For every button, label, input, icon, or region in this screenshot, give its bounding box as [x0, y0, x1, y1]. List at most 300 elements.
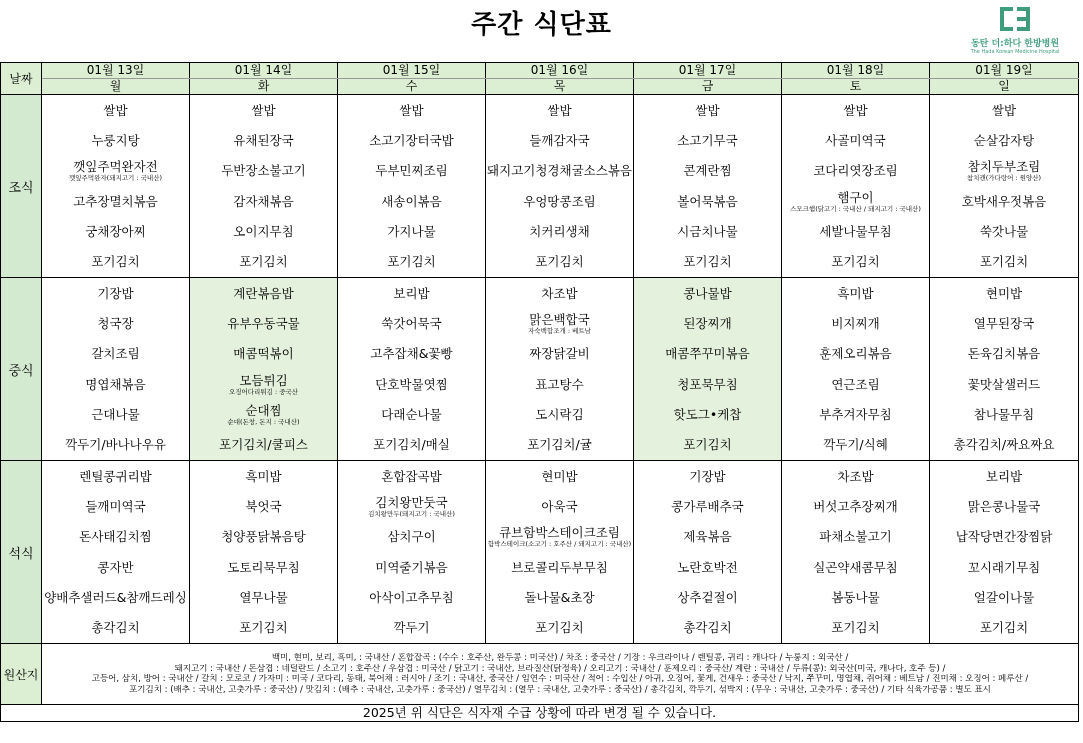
menu-item	[782, 461, 929, 491]
menu-item-name: 포기김치/쿨피스	[219, 437, 308, 453]
menu-item-name: 콘계란찜	[683, 163, 732, 179]
weekly-menu-table	[0, 62, 1079, 722]
menu-item-name: 실곤약새콤무침	[813, 559, 898, 575]
menu-item	[634, 186, 781, 216]
menu-item	[338, 582, 485, 612]
hospital-name: 동탄 더:하다 한방병원	[970, 39, 1060, 49]
menu-item	[634, 95, 781, 125]
menu-item	[782, 339, 929, 369]
menu-item-name: 참치두부조림	[967, 159, 1041, 175]
menu-item-name: 파채소불고기	[819, 529, 892, 545]
menu-item	[42, 461, 189, 491]
menu-item	[486, 186, 633, 216]
dinner-menu-cell	[782, 461, 930, 644]
menu-item-name: 부추겨자무침	[819, 406, 892, 422]
menu-item	[930, 429, 1078, 459]
menu-item-name: 핫도그•케찹	[673, 406, 742, 422]
menu-item	[930, 125, 1078, 155]
menu-item	[634, 156, 781, 186]
menu-item-name: 호박새우젓볶음	[961, 193, 1047, 209]
menu-item	[930, 522, 1078, 552]
menu-item-name: 소고기무국	[677, 132, 738, 148]
menu-item	[782, 582, 929, 612]
origin-line: 백미, 현미, 보리, 흑미, : 국내산 / 혼합잡곡 : (수수 : 호주산, 완두콩 : 미국산) / 차조 : 중국산 / 기장 : 우크라이나 / 렌틸콩, 귀리 : 캐나다 / 누룽지 : 외국산 /	[271, 653, 849, 663]
menu-item	[190, 339, 337, 369]
menu-item-name: 납작당면간장찜닭	[955, 529, 1053, 545]
menu-item-name: 다래순나물	[381, 406, 442, 422]
menu-item-name: 아욱국	[541, 498, 578, 514]
menu-item-name: 사골미역국	[825, 132, 886, 148]
lunch-menu-cell	[190, 278, 338, 461]
menu-item-name: 단호박물엿찜	[375, 376, 448, 392]
menu-item	[930, 95, 1078, 125]
menu-item-name: 도토리묵무침	[227, 559, 300, 575]
menu-item	[782, 491, 929, 521]
menu-item-name: 매콤떡볶이	[233, 346, 294, 362]
menu-item-name: 흑미밥	[245, 468, 282, 484]
menu-item	[634, 461, 781, 491]
day-of-week: 화	[190, 79, 338, 95]
origin-label: 원산지	[1, 644, 42, 705]
menu-item-name: 포기김치	[239, 254, 288, 270]
dinner-menu-cell	[338, 461, 486, 644]
menu-item	[190, 186, 337, 216]
lunch-menu-cell	[338, 278, 486, 461]
menu-item-name: 노란호박전	[677, 559, 738, 575]
menu-item-name: 콩나물밥	[683, 285, 732, 301]
lunch-menu-cell	[634, 278, 782, 461]
hospital-logo	[956, 6, 1074, 60]
menu-item	[190, 278, 337, 308]
menu-item	[486, 552, 633, 582]
menu-item-name: 브로콜리두부무침	[511, 559, 608, 575]
menu-item-name: 고추잡채&꽃빵	[370, 346, 453, 362]
menu-item-name: 삼치구이	[387, 529, 436, 545]
menu-item	[486, 246, 633, 276]
menu-item	[338, 399, 485, 429]
menu-item-name: 비지찌개	[831, 315, 880, 331]
menu-item-name: 시금치나물	[677, 223, 738, 239]
menu-item-name: 꽃맛살샐러드	[967, 376, 1041, 392]
menu-item-name: 유채된장국	[233, 132, 294, 148]
menu-item-name: 차조밥	[541, 285, 578, 301]
menu-item-origin-note: 참치캔(가다랑어 : 원양산)	[966, 174, 1042, 183]
menu-item	[190, 461, 337, 491]
menu-item-name: 청국장	[97, 315, 134, 331]
menu-item	[190, 552, 337, 582]
menu-item	[338, 369, 485, 399]
menu-item-name: 유부우동국물	[227, 315, 300, 331]
menu-item-name: 궁채장아찌	[85, 223, 146, 239]
menu-item-name: 콩자반	[97, 559, 134, 575]
menu-item-name: 햄구이	[837, 189, 874, 205]
menu-item	[782, 186, 929, 216]
menu-item	[338, 125, 485, 155]
menu-item	[486, 429, 633, 459]
menu-item-name: 누룽지탕	[91, 132, 140, 148]
menu-item	[338, 461, 485, 491]
footer-notice: 2025년 위 식단은 식자재 수급 상황에 따라 변경 될 수 있습니다.	[1, 705, 1079, 722]
menu-item-name: 치커리생채	[529, 223, 590, 239]
menu-item	[42, 95, 189, 125]
menu-item-name: 보리밥	[985, 468, 1023, 484]
menu-item	[42, 246, 189, 276]
menu-item-name: 두반장소불고기	[221, 163, 306, 179]
day-date: 01월 13일	[42, 63, 190, 79]
breakfast-label: 조식	[1, 95, 42, 278]
menu-item	[782, 278, 929, 308]
menu-item-name: 버섯고추장찌개	[813, 498, 898, 514]
menu-item	[42, 369, 189, 399]
menu-item-name: 모듬튀김	[239, 372, 288, 388]
menu-item-name: 꼬시래기무침	[967, 559, 1041, 575]
menu-item	[486, 156, 633, 186]
menu-item	[634, 278, 781, 308]
menu-item	[190, 125, 337, 155]
menu-item-origin-note: 자숙백합조개 : 베트남	[528, 326, 591, 335]
menu-item	[634, 582, 781, 612]
menu-item-name: 쑥갓나물	[979, 223, 1029, 239]
menu-item-name: 쌀밥	[103, 102, 128, 118]
menu-item-name: 소고기장터국밥	[369, 132, 454, 148]
menu-item	[486, 278, 633, 308]
menu-item-name: 총각김치	[91, 620, 140, 636]
menu-item-name: 쌀밥	[695, 102, 720, 118]
menu-item	[486, 308, 633, 338]
menu-item-name: 포기김치	[831, 254, 880, 270]
menu-item-name: 청포묵무침	[677, 376, 738, 392]
menu-item	[634, 429, 781, 459]
menu-item	[930, 612, 1078, 642]
menu-item-name: 가지나물	[387, 223, 436, 239]
menu-item	[190, 246, 337, 276]
menu-item-name: 순살감자탕	[973, 132, 1035, 148]
menu-item	[190, 216, 337, 246]
menu-item	[930, 399, 1078, 429]
menu-item-name: 김치왕만둣국	[375, 494, 448, 510]
menu-item	[338, 216, 485, 246]
menu-item	[338, 552, 485, 582]
menu-item	[634, 612, 781, 642]
menu-item-name: 포기김치	[535, 254, 584, 270]
menu-item	[190, 522, 337, 552]
menu-item	[338, 95, 485, 125]
menu-item	[782, 522, 929, 552]
menu-item	[486, 125, 633, 155]
menu-item-name: 렌틸콩귀리밥	[79, 468, 152, 484]
menu-item-name: 계란볶음밥	[233, 285, 294, 301]
breakfast-menu-cell	[930, 95, 1079, 278]
menu-item-name: 총각김치/짜요짜요	[953, 437, 1055, 453]
menu-item	[930, 369, 1078, 399]
menu-item	[782, 156, 929, 186]
hospital-name-english: The Hada Korean Medicine Hospital	[970, 49, 1060, 55]
menu-item	[42, 429, 189, 459]
menu-item	[190, 612, 337, 642]
menu-item-name: 고추장멸치볶음	[73, 193, 158, 209]
menu-item-name: 기장밥	[97, 285, 134, 301]
menu-item-name: 포기김치/귤	[527, 437, 592, 453]
menu-item	[930, 278, 1078, 308]
menu-item	[338, 308, 485, 338]
menu-item-name: 열무나물	[239, 589, 288, 605]
menu-item-name: 돈육김치볶음	[967, 346, 1041, 362]
menu-item-name: 훈제오리볶음	[819, 346, 892, 362]
menu-item-name: 혼합잡곡밥	[381, 468, 442, 484]
menu-item-name: 오이지무침	[233, 223, 294, 239]
lunch-menu-cell	[930, 278, 1079, 461]
lunch-menu-cell	[782, 278, 930, 461]
menu-item-name: 큐브함박스테이크조림	[499, 525, 620, 541]
breakfast-menu-cell	[782, 95, 930, 278]
menu-item-name: 돈사태김치찜	[79, 529, 152, 545]
day-date: 01월 18일	[782, 63, 930, 79]
day-of-week: 월	[42, 79, 190, 95]
menu-item	[634, 399, 781, 429]
menu-item-name: 총각김치	[683, 620, 732, 636]
menu-item	[190, 399, 337, 429]
menu-item	[930, 246, 1078, 276]
menu-item	[338, 612, 485, 642]
menu-item-name: 현미밥	[541, 468, 578, 484]
menu-item-name: 연근조림	[831, 376, 880, 392]
lunch-menu-cell	[486, 278, 634, 461]
menu-item-name: 청양풍닭볶음탕	[221, 529, 306, 545]
breakfast-menu-cell	[338, 95, 486, 278]
menu-item-name: 포기김치	[387, 254, 436, 270]
menu-item-name: 포기김치	[91, 254, 140, 270]
menu-item-origin-note: 깻잎주먹완자(돼지고기 : 국내산)	[68, 174, 163, 183]
menu-item	[486, 612, 633, 642]
menu-item-name: 깍두기	[393, 620, 430, 636]
origin-line: 고등어, 삼치, 방어 : 국내산 / 갈치 : 모로코 / 가자미 : 미국 / 코다리, 동태, 북어채 : 러시아 / 조기 : 국내산, 중국산 / 임연수 : 미국산 / 적어 : 수입산 / 아귀, 오징어, 꽃게, 건새우 : 중국산 / 낙지, 쭈꾸미, 명엽채, 쥐어채 : 베트남 / 진미채 : 오징어 : 페루산 /	[91, 674, 1029, 684]
menu-item	[930, 216, 1078, 246]
menu-item-origin-note: 오징어다리튀김 : 중국산	[228, 387, 299, 396]
menu-item-name: 양배추샐러드&참깨드레싱	[44, 589, 187, 605]
menu-item-name: 쌀밥	[251, 102, 276, 118]
hospital-logo-icon	[998, 6, 1032, 32]
menu-item	[190, 429, 337, 459]
day-of-week: 금	[634, 79, 782, 95]
menu-item-name: 북엇국	[245, 498, 282, 514]
menu-item	[338, 156, 485, 186]
menu-item-name: 차조밥	[837, 468, 874, 484]
menu-item-name: 돼지고기청경채굴소스볶음	[487, 163, 632, 179]
menu-item	[42, 278, 189, 308]
menu-item	[338, 491, 485, 521]
menu-item	[190, 582, 337, 612]
menu-item-name: 감자채볶음	[233, 193, 294, 209]
menu-item	[42, 186, 189, 216]
menu-item	[486, 339, 633, 369]
menu-item-name: 아삭이고추무침	[369, 589, 454, 605]
menu-item	[42, 339, 189, 369]
dinner-menu-cell	[486, 461, 634, 644]
menu-item	[782, 552, 929, 582]
menu-item	[634, 522, 781, 552]
menu-item-name: 참나물무침	[973, 406, 1035, 422]
menu-item	[486, 399, 633, 429]
menu-item-name: 매콤쭈꾸미볶음	[665, 346, 750, 362]
menu-item-origin-note: 김치왕만두(돼지고기 : 국내산)	[368, 509, 455, 518]
menu-item-name: 보리밥	[393, 285, 430, 301]
menu-item-name: 두부민찌조림	[375, 163, 448, 179]
menu-item	[782, 125, 929, 155]
menu-item-name: 제육볶음	[683, 529, 732, 545]
menu-item	[486, 522, 633, 552]
menu-item-name: 표고탕수	[535, 376, 584, 392]
menu-item-name: 흑미밥	[837, 285, 874, 301]
menu-item-name: 포기김치	[979, 254, 1029, 270]
menu-item	[930, 582, 1078, 612]
breakfast-menu-cell	[634, 95, 782, 278]
day-date: 01월 19일	[930, 63, 1079, 79]
menu-item	[634, 369, 781, 399]
menu-item	[486, 216, 633, 246]
menu-item	[782, 216, 929, 246]
menu-item	[930, 552, 1078, 582]
menu-item	[190, 491, 337, 521]
dinner-label: 석식	[1, 461, 42, 644]
menu-item	[338, 429, 485, 459]
menu-item-name: 들깨감자국	[529, 132, 590, 148]
menu-item-name: 포기김치	[535, 620, 584, 636]
day-of-week: 토	[782, 79, 930, 95]
menu-item-name: 맑은콩나물국	[967, 498, 1041, 514]
menu-item	[634, 246, 781, 276]
menu-item	[338, 278, 485, 308]
menu-item	[338, 522, 485, 552]
menu-item	[782, 369, 929, 399]
menu-item	[190, 95, 337, 125]
menu-item	[42, 552, 189, 582]
menu-item	[782, 246, 929, 276]
menu-item-name: 깍두기/식혜	[823, 437, 888, 453]
menu-item-name: 미역줄기볶음	[375, 559, 448, 575]
lunch-label: 중식	[1, 278, 42, 461]
menu-item	[634, 308, 781, 338]
menu-item	[42, 612, 189, 642]
menu-item	[930, 339, 1078, 369]
menu-item-name: 포기김치	[831, 620, 880, 636]
day-date: 01월 14일	[190, 63, 338, 79]
menu-item-name: 순대찜	[245, 402, 282, 418]
menu-item	[930, 308, 1078, 338]
breakfast-menu-cell	[486, 95, 634, 278]
menu-item-name: 쌀밥	[399, 102, 424, 118]
menu-item-name: 새송이볶음	[381, 193, 442, 209]
menu-item-name: 짜장닭갈비	[529, 346, 590, 362]
menu-item	[486, 461, 633, 491]
menu-item-name: 포기김치	[239, 620, 288, 636]
menu-item	[930, 491, 1078, 521]
menu-item	[486, 95, 633, 125]
menu-item-name: 봄동나물	[831, 589, 880, 605]
menu-item-name: 쌀밥	[843, 102, 868, 118]
menu-item	[782, 308, 929, 338]
origin-line: 포기김치 : (배추 : 국내산, 고춧가루 : 중국산) / 맛김치 : (배추 : 국내산, 고춧가루 : 중국산) / 열무김치 : (열무 : 국내산, 고춧가루 : 중국산) / 총각김치, 깍두기, 섞박지 : (무우 : 국내산, 고춧가루 : 중국산) / 기타 식육가공품 : 별도 표시	[129, 684, 991, 695]
menu-item-name: 세발나물무침	[819, 223, 892, 239]
menu-item-origin-note: 함박스테이크(소고기 : 호주산 / 돼지고기 : 국내산)	[487, 540, 632, 549]
menu-item	[338, 339, 485, 369]
menu-item	[486, 369, 633, 399]
breakfast-menu-cell	[190, 95, 338, 278]
day-date: 01월 17일	[634, 63, 782, 79]
day-date: 01월 16일	[486, 63, 634, 79]
menu-item	[190, 156, 337, 186]
menu-item-name: 상추겉절이	[677, 589, 738, 605]
menu-item-name: 포기김치	[683, 437, 732, 453]
menu-item-name: 명엽채볶음	[85, 376, 146, 392]
menu-item	[782, 429, 929, 459]
day-of-week: 수	[338, 79, 486, 95]
day-of-week: 일	[930, 79, 1079, 95]
menu-item	[42, 399, 189, 429]
menu-item	[930, 186, 1078, 216]
menu-item-name: 갈치조림	[91, 346, 140, 362]
menu-item-name: 들깨미역국	[85, 498, 146, 514]
menu-item	[42, 582, 189, 612]
menu-item	[338, 246, 485, 276]
menu-item-name: 현미밥	[985, 285, 1023, 301]
menu-item-name: 포기김치	[979, 620, 1029, 636]
menu-item-name: 쌀밥	[991, 102, 1017, 118]
menu-item-name: 쑥갓어묵국	[381, 315, 442, 331]
menu-item-name: 기장밥	[689, 468, 726, 484]
date-label: 날짜	[1, 63, 42, 95]
menu-item-name: 열무된장국	[973, 315, 1035, 331]
menu-item-origin-note: 순대(돈창, 돈지 : 국내산)	[227, 417, 300, 426]
menu-item	[782, 612, 929, 642]
menu-item	[782, 399, 929, 429]
menu-item	[190, 369, 337, 399]
menu-item	[190, 308, 337, 338]
menu-item	[782, 95, 929, 125]
menu-item-name: 포기김치/매실	[373, 437, 450, 453]
day-of-week: 목	[486, 79, 634, 95]
menu-item-name: 볼어묵볶음	[677, 193, 738, 209]
lunch-menu-cell	[42, 278, 190, 461]
menu-item-name: 얼갈이나물	[973, 589, 1035, 605]
menu-item	[634, 552, 781, 582]
menu-item	[634, 125, 781, 155]
menu-item-name: 도시락김	[535, 406, 584, 422]
menu-item	[486, 582, 633, 612]
menu-item-origin-note: 스모크햄(닭고기 : 국내산 / 돼지고기 : 국내산)	[790, 204, 921, 213]
origin-line: 돼지고기 : 국내산 / 돈삼겹 : 네덜란드 / 소고기 : 호주산 / 우삼겹 : 미국산 / 닭고기 : 국내산, 브라질산(닭정육) / 오리고기 : 국내산 / 훈제오리 : 중국산/ 계란 : 국내산 / 두류(콩): 외국산(미국, 캐나다, 호주 등) /	[174, 663, 946, 674]
menu-item	[42, 125, 189, 155]
dinner-menu-cell	[634, 461, 782, 644]
dinner-menu-cell	[190, 461, 338, 644]
menu-item	[338, 186, 485, 216]
breakfast-menu-cell	[42, 95, 190, 278]
dinner-menu-cell	[42, 461, 190, 644]
menu-item-name: 코다리엿장조림	[813, 163, 898, 179]
menu-item	[634, 339, 781, 369]
menu-item-name: 근대나물	[91, 406, 140, 422]
menu-item	[42, 491, 189, 521]
menu-item-name: 돌나물&초장	[524, 589, 595, 605]
menu-item	[42, 522, 189, 552]
menu-item	[486, 491, 633, 521]
menu-item	[930, 156, 1078, 186]
menu-item-name: 깻잎주먹완자전	[73, 159, 158, 175]
dinner-menu-cell	[930, 461, 1079, 644]
menu-item-name: 쌀밥	[547, 102, 572, 118]
origin-info	[42, 644, 1079, 705]
menu-item-name: 우엉땅콩조림	[523, 193, 596, 209]
menu-item-name: 깍두기/바나나우유	[65, 437, 166, 453]
